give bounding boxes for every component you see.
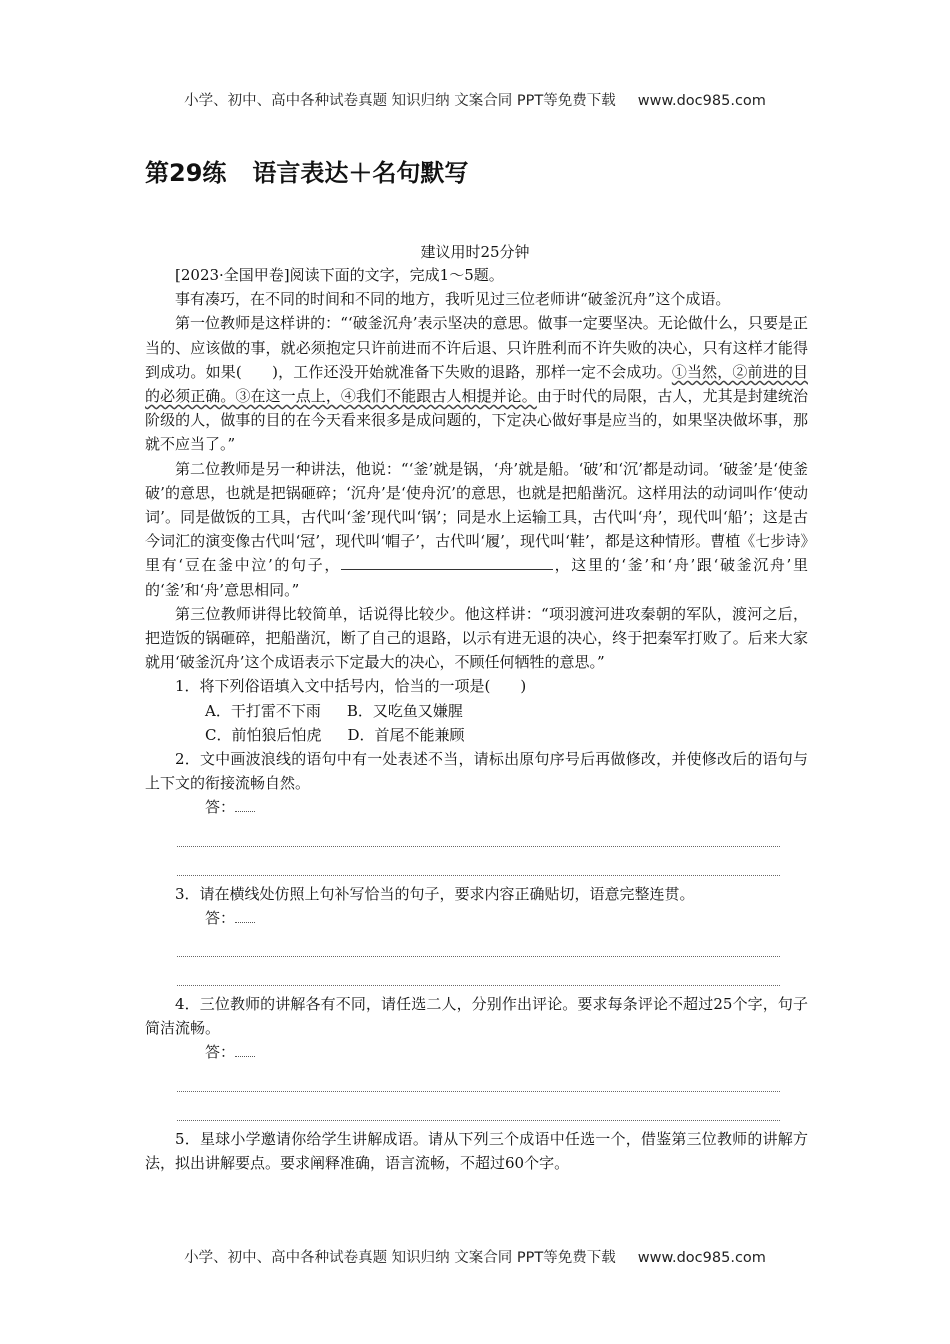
passage-paragraph-3: [145, 457, 808, 602]
answer-line[interactable]: [177, 822, 780, 847]
fill-in-blank-line[interactable]: [341, 557, 553, 570]
option-d[interactable]: D．首尾不能兼顾: [347, 725, 465, 744]
question-3: 3．请在横线处仿照上句补写恰当的句子，要求内容正确贴切，语意完整连贯。: [175, 884, 695, 903]
question-2-answer-label: [145, 795, 808, 819]
question-4-answer-label: [145, 1040, 808, 1064]
option-a[interactable]: A．干打雷不下雨: [205, 701, 321, 720]
answer-stub[interactable]: [235, 1046, 255, 1057]
passage-paragraph-1: 事有凑巧，在不同的时间和不同的地方，我听见过三位老师讲“破釜沉舟”这个成语。: [175, 290, 731, 309]
answer-label: 答：: [205, 1043, 236, 1062]
answer-line[interactable]: [177, 961, 780, 986]
source-line: [2023·全国甲卷]阅读下面的文字，完成1～5题。: [175, 266, 504, 284]
answer-stub[interactable]: [235, 912, 255, 923]
passage-paragraph-2: [145, 311, 808, 456]
header-text: 小学、初中、高中各种试卷真题 知识归纳 文案合同 PPT等免费下载: [184, 93, 616, 109]
answer-line[interactable]: [177, 1096, 780, 1121]
passage-p3-text-a: 第二位教师是另一种讲法，他说：“‘釜’就是锅，‘舟’就是船。‘破’和‘沉’都是动词。‘破釜’是‘使釜破’的意思，也就是把锅砸碎；‘沉舟’是‘使舟沉’的意思，也就是把船凿沉。这样用法的动词叫作‘使动词’。同是做饭的工具，古代叫‘釜’现代叫‘锅’；同是水上运输工具，古代叫‘舟’，现代叫‘船’；这是古今词汇的演变像古代叫‘冠’，现代叫‘帽子’，古代叫‘履’，现代叫‘鞋’，都是这种情形。曹植《七步诗》里有‘豆在釜中泣’的句子，: [145, 459, 808, 575]
page-title: [145, 153, 468, 188]
question-1-options-row-1: [145, 699, 808, 723]
passage-p2-text-b: 由于时代的局限，古人，尤其是封建统治阶级的人，做事的目的在今天看来很多是成问题的，下定决心做好事是应当的，如果坚决做坏事，那就不应当了。”: [145, 387, 808, 454]
answer-label: 答：: [205, 908, 236, 927]
wavy-underlined-sentence: ①当然，②前进的目的必须正确。③在这一点上，④我们不能跟古人相提并论。: [145, 362, 808, 406]
answer-line[interactable]: [177, 851, 780, 876]
question-5: 5．星球小学邀请你给学生讲解成语。请从下列三个成语中任选一个，借鉴第三位教师的讲解方法，拟出讲解要点。要求阐释准确，语言流畅，不超过60个字。: [145, 1129, 808, 1172]
exam-body: [145, 263, 808, 1175]
question-1: 1．将下列俗语填入文中括号内，恰当的一项是( ): [175, 677, 527, 696]
question-3-answer-label: [145, 906, 808, 930]
footer-site: www.doc985.com: [637, 1250, 766, 1266]
question-1-options-row-2: [145, 723, 808, 747]
page-footer: [0, 1246, 950, 1267]
page-header: [0, 89, 950, 110]
passage-paragraph-4: 第三位教师讲得比较简单，话说得比较少。他这样讲：“项羽渡河进攻秦朝的军队，渡河之后，把造饭的锅砸碎，把船凿沉，断了自己的退路，以示有进无退的决心，终于把秦军打败了。后来大家就用‘破釜沉舟’这个成语表示下定最大的决心，不顾任何牺牲的意思。”: [145, 604, 808, 672]
title-number: 第29练: [145, 159, 227, 187]
passage-p3-text-b: ，这里的‘釜’和‘舟’跟‘破釜沉舟’里的‘釜’和‘舟’意思相同。”: [145, 556, 808, 599]
answer-line[interactable]: [177, 932, 780, 957]
option-c[interactable]: C．前怕狼后怕虎: [205, 725, 322, 744]
answer-stub[interactable]: [235, 801, 255, 812]
header-site: www.doc985.com: [637, 93, 766, 109]
question-2: 2．文中画波浪线的语句中有一处表述不当，请标出原句序号后再做修改，并使修改后的语句与上下文的衔接流畅自然。: [145, 750, 808, 793]
answer-label: 答：: [205, 798, 236, 817]
answer-line[interactable]: [177, 1067, 780, 1092]
time-note: 建议用时25分钟: [420, 243, 530, 261]
footer-text: 小学、初中、高中各种试卷真题 知识归纳 文案合同 PPT等免费下载: [184, 1250, 616, 1266]
title-topic: 语言表达＋名句默写: [252, 159, 469, 187]
passage-p2-text-a: 第一位教师是这样讲的：“‘破釜沉舟’表示坚决的意思。做事一定要坚决。无论做什么，只要是正当的、应该做的事，就必须抱定只许前进而不许后退、只许胜利而不许失败的决心，只有这样才能得到成功。如果( )，工作还没开始就准备下失败的退路，那样一定不会成功。: [145, 314, 808, 381]
option-b[interactable]: B．又吃鱼又嫌腥: [346, 701, 463, 720]
question-4: 4．三位教师的讲解各有不同，请任选二人，分别作出评论。要求每条评论不超过25个字，句子简洁流畅。: [145, 995, 808, 1038]
